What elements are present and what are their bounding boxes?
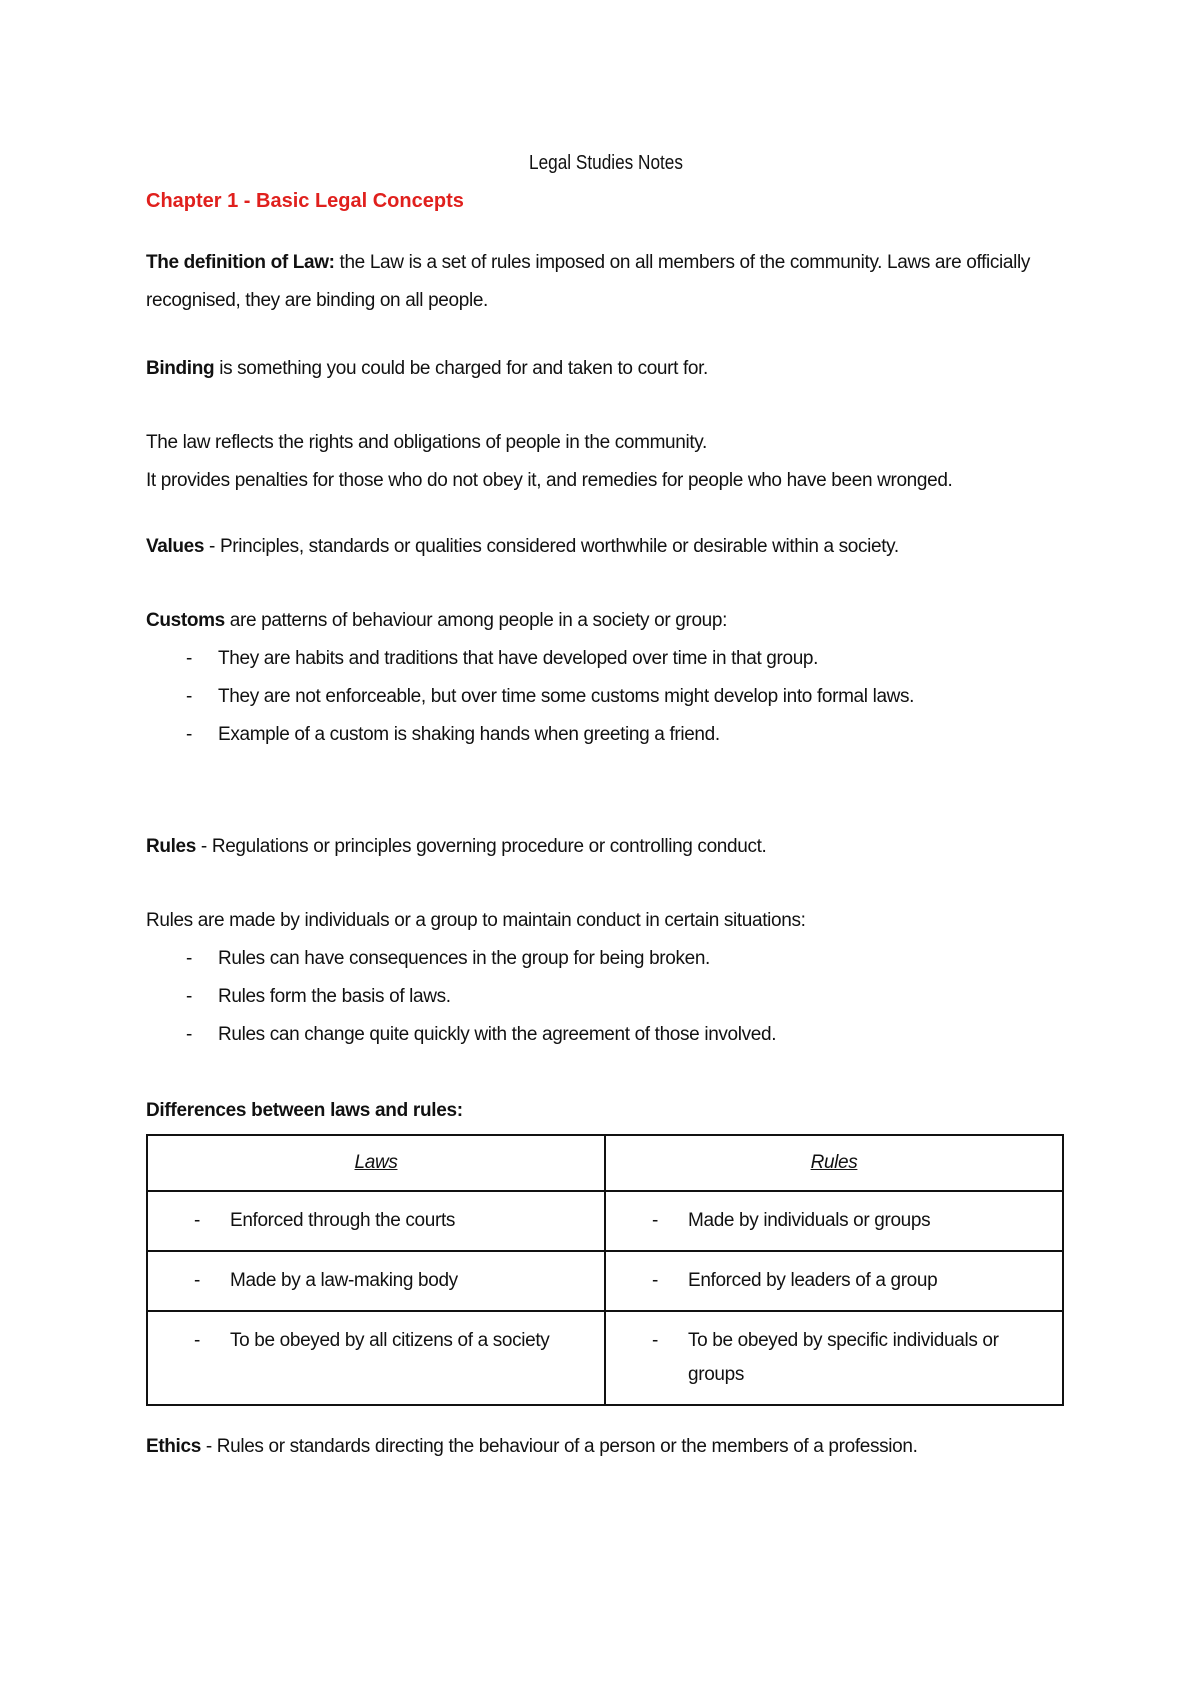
- law-reflects-paragraph: [146, 424, 1066, 500]
- rules-bullet-list: [146, 940, 1066, 1054]
- customs-paragraph: [146, 602, 1066, 754]
- table-header-row: [147, 1135, 1063, 1191]
- customs-text: are patterns of behaviour among people in a society or group:: [224, 610, 728, 631]
- ethics-paragraph: [146, 1428, 1066, 1466]
- table-row: [147, 1191, 1063, 1251]
- bullet-dash: -: [186, 948, 192, 969]
- law-reflects-line-2: It provides penalties for those who do not obey it, and remedies for people who have been wronged.: [146, 470, 953, 491]
- table-cell: - Made by a law-making body: [147, 1251, 605, 1311]
- customs-term: Customs: [146, 610, 225, 631]
- values-text: - Principles, standards or qualities considered worthwhile or desirable within a society.: [204, 536, 899, 557]
- customs-bullet-list: [146, 640, 1066, 754]
- binding-paragraph: [146, 350, 1066, 388]
- binding-term: Binding: [146, 358, 215, 379]
- bullet-dash: -: [194, 1210, 200, 1231]
- values-paragraph: [146, 528, 1066, 566]
- table-cell: - Enforced by leaders of a group: [605, 1251, 1063, 1311]
- definition-of-law-term: The definition of Law:: [146, 252, 335, 273]
- definition-of-law-paragraph: [146, 244, 1066, 320]
- rules-term: Rules: [146, 836, 196, 857]
- table-row: [147, 1311, 1063, 1405]
- rules-paragraph: [146, 828, 1066, 866]
- bullet-dash: -: [186, 724, 192, 745]
- ethics-term: Ethics: [146, 1436, 201, 1457]
- bullet-dash: -: [652, 1270, 658, 1291]
- bullet-dash: -: [194, 1330, 200, 1351]
- definition-of-law-text: the Law is a set of rules imposed on all members of the community. Laws are officially recognised, they are binding on all people.: [146, 252, 1031, 311]
- list-item: - Rules can have consequences in the group for being broken.: [146, 940, 1066, 978]
- bullet-dash: -: [186, 986, 192, 1007]
- differences-table: [146, 1134, 1064, 1406]
- table-cell: - To be obeyed by all citizens of a society: [147, 1311, 605, 1405]
- table-row: [147, 1251, 1063, 1311]
- ethics-text: - Rules or standards directing the behaviour of a person or the members of a profession.: [200, 1436, 918, 1457]
- column-header-rules: Rules: [605, 1135, 1063, 1191]
- differences-heading: Differences between laws and rules:: [146, 1100, 463, 1121]
- rules-made-text: Rules are made by individuals or a group to maintain conduct in certain situations:: [146, 910, 806, 931]
- binding-text: is something you could be charged for and taken to court for.: [214, 358, 708, 379]
- list-item: - Rules form the basis of laws.: [146, 978, 1066, 1016]
- list-item: - They are habits and traditions that have developed over time in that group.: [146, 640, 1066, 678]
- bullet-dash: -: [186, 686, 192, 707]
- bullet-dash: -: [652, 1330, 658, 1351]
- bullet-dash: -: [186, 1024, 192, 1045]
- bullet-dash: -: [194, 1270, 200, 1291]
- law-reflects-line-1: The law reflects the rights and obligations of people in the community.: [146, 432, 707, 453]
- document-page: [146, 0, 1066, 1696]
- list-item: - Example of a custom is shaking hands when greeting a friend.: [146, 716, 1066, 754]
- document-title: Legal Studies Notes: [529, 152, 683, 174]
- bullet-dash: -: [652, 1210, 658, 1231]
- table-cell: - Made by individuals or groups: [605, 1191, 1063, 1251]
- chapter-heading: Chapter 1 - Basic Legal Concepts: [146, 190, 464, 212]
- bullet-dash: -: [186, 648, 192, 669]
- column-header-laws: Laws: [147, 1135, 605, 1191]
- rules-text: - Regulations or principles governing procedure or controlling conduct.: [196, 836, 767, 857]
- list-item: - Rules can change quite quickly with the agreement of those involved.: [146, 1016, 1066, 1054]
- table-cell: - Enforced through the courts: [147, 1191, 605, 1251]
- rules-made-paragraph: [146, 902, 1066, 1054]
- list-item: - They are not enforceable, but over time some customs might develop into formal laws.: [146, 678, 1066, 716]
- table-cell: - To be obeyed by specific individuals or groups: [605, 1311, 1063, 1405]
- values-term: Values: [146, 536, 205, 557]
